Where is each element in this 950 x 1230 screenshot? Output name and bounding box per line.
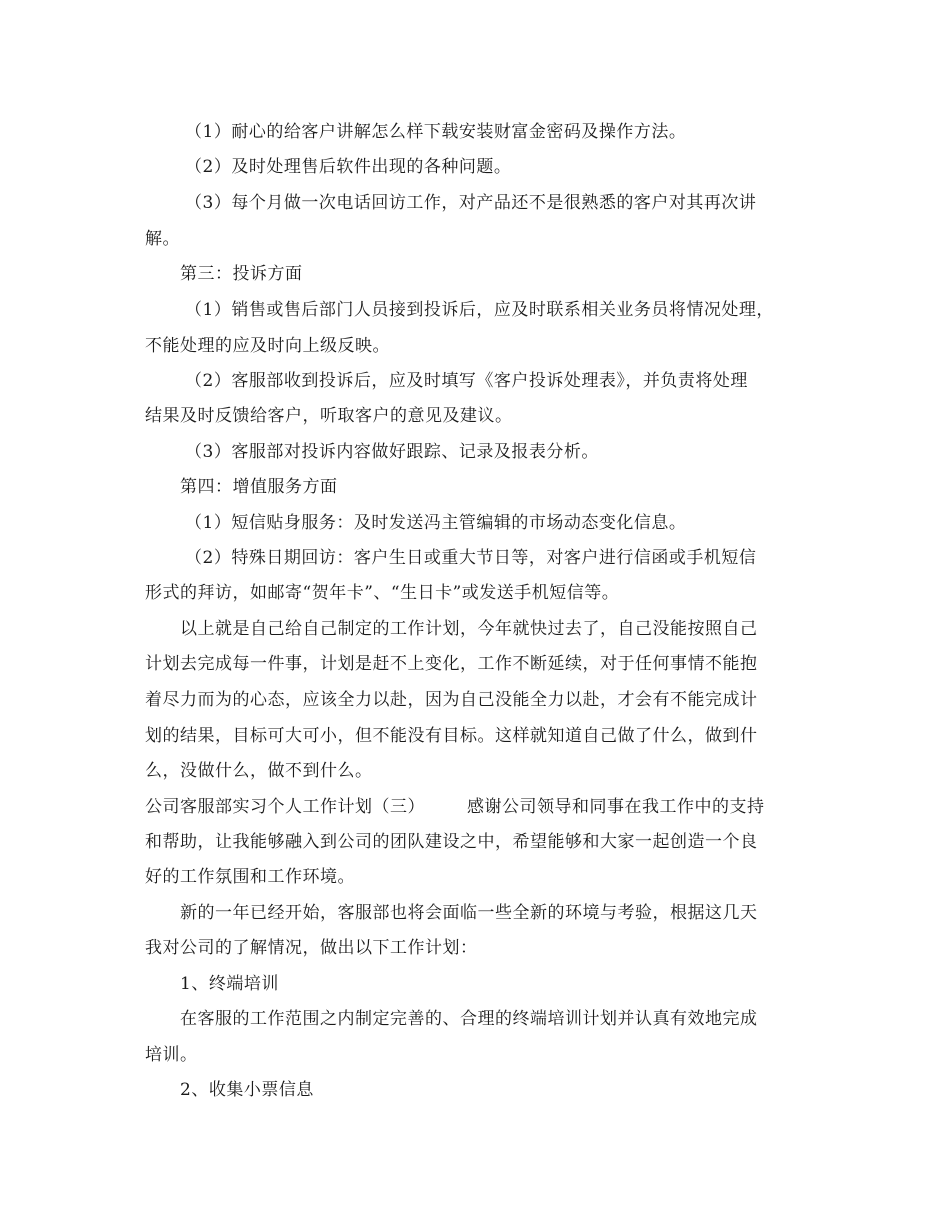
- list-item: （1）销售或售后部门人员接到投诉后，应及时联系相关业务员将情况处理，: [185, 300, 774, 320]
- text-line: 培训。: [145, 1045, 198, 1065]
- text-line: 划的结果，目标可大可小，但不能没有目标。这样就知道自己做了什么，做到什: [145, 726, 758, 746]
- paragraph-line: 新的一年已经开始，客服部也将会面临一些全新的环境与考验，根据这几天: [180, 903, 758, 923]
- list-item: （2）特殊日期回访：客户生日或重大节日等，对客户进行信函或手机短信: [185, 548, 757, 568]
- text-line: 不能处理的应及时向上级反映。: [145, 336, 390, 356]
- list-item: （1）耐心的给客户讲解怎么样下载安装财富金密码及操作方法。: [185, 122, 687, 142]
- section-heading: 第四：增值服务方面: [180, 477, 338, 497]
- text-line: 着尽力而为的心态，应该全力以赴，因为自己没能全力以赴，才会有不能完成计: [145, 690, 758, 710]
- text-line: 好的工作氛围和工作环境。: [145, 867, 355, 887]
- list-item: （3）客服部对投诉内容做好跟踪、记录及报表分析。: [185, 442, 599, 462]
- document-title: 公司客服部实习个人工作计划（三）: [145, 797, 425, 817]
- text-line: 么，没做什么，做不到什么。: [145, 761, 373, 781]
- list-item: （1）短信贴身服务：及时发送冯主管编辑的市场动态变化信息。: [185, 513, 687, 533]
- paragraph-start: 感谢公司领导和同事在我工作中的支持: [467, 797, 765, 817]
- text-line: 解。: [145, 229, 180, 249]
- paragraph-line: 在客服的工作范围之内制定完善的、合理的终端培训计划并认真有效地完成: [180, 1009, 758, 1029]
- list-item: （2）及时处理售后软件出现的各种问题。: [185, 157, 512, 177]
- title-line: [145, 797, 765, 817]
- section-heading: 2、收集小票信息: [180, 1080, 314, 1100]
- paragraph-line: 以上就是自己给自己制定的工作计划，今年就快过去了，自己没能按照自己: [180, 619, 758, 639]
- text-line: 计划去完成每一件事，计划是赶不上变化，工作不断延续，对于任何事情不能抱: [145, 654, 758, 674]
- text-line: 我对公司的了解情况，做出以下工作计划：: [145, 938, 478, 958]
- list-item: （2）客服部收到投诉后，应及时填写《客户投诉处理表》，并负责将处理: [185, 371, 748, 391]
- list-item: （3）每个月做一次电话回访工作，对产品还不是很熟悉的客户对其再次讲: [185, 193, 757, 213]
- text-line: 和帮助，让我能够融入到公司的团队建设之中，希望能够和大家一起创造一个良: [145, 832, 758, 852]
- section-heading: 第三：投诉方面: [180, 264, 303, 284]
- text-line: 形式的拜访，如邮寄“贺年卡”、“生日卡”或发送手机短信等。: [145, 583, 620, 603]
- section-heading: 1、终端培训: [180, 974, 279, 994]
- text-line: 结果及时反馈给客户，听取客户的意见及建议。: [145, 406, 513, 426]
